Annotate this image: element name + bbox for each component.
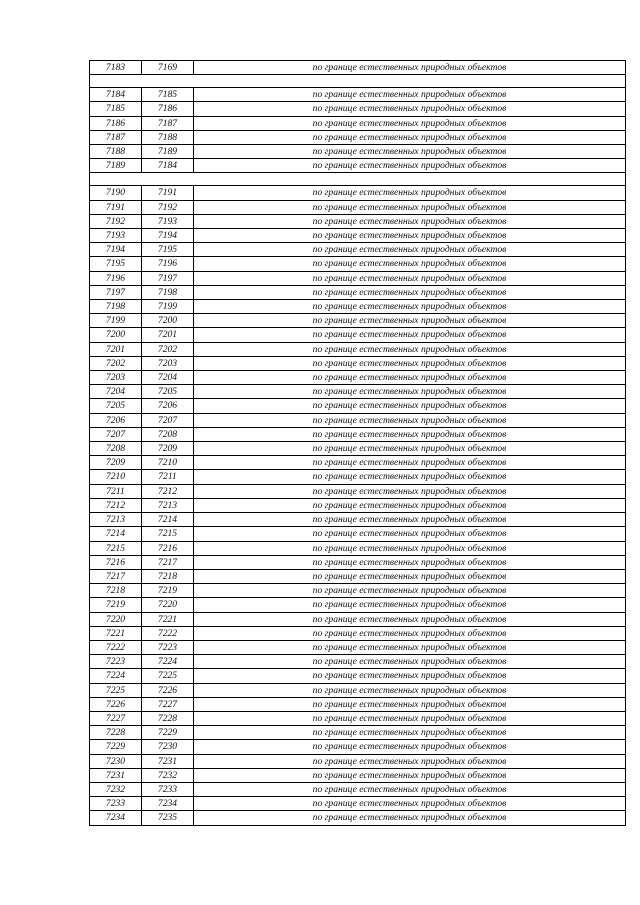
boundary-description-cell: по границе естественных природных объектов [194, 399, 626, 413]
point-from-cell: 7227 [90, 711, 142, 725]
point-from-cell: 7189 [90, 159, 142, 173]
point-from-cell: 7192 [90, 214, 142, 228]
point-from-cell: 7214 [90, 527, 142, 541]
table-row [90, 257, 626, 271]
table-row [90, 229, 626, 243]
point-to-cell: 7206 [142, 399, 194, 413]
point-to-cell: 7232 [142, 768, 194, 782]
boundary-description-cell: по границе естественных природных объектов [194, 498, 626, 512]
point-to-cell: 7228 [142, 711, 194, 725]
boundary-description-cell: по границе естественных природных объектов [194, 88, 626, 102]
table-row [90, 271, 626, 285]
table-row [90, 626, 626, 640]
point-to-cell: 7233 [142, 782, 194, 796]
boundary-description-cell: по границе естественных природных объектов [194, 726, 626, 740]
point-to-cell: 7217 [142, 555, 194, 569]
point-from-cell: 7212 [90, 498, 142, 512]
point-to-cell: 7192 [142, 200, 194, 214]
point-to-cell: 7207 [142, 413, 194, 427]
point-to-cell: 7201 [142, 328, 194, 342]
boundary-description-cell: по границе естественных природных объектов [194, 102, 626, 116]
boundary-description-cell: по границе естественных природных объектов [194, 811, 626, 825]
point-from-cell: 7222 [90, 640, 142, 654]
point-to-cell: 7194 [142, 229, 194, 243]
table-row [90, 456, 626, 470]
point-from-cell: 7224 [90, 669, 142, 683]
table-row [90, 541, 626, 555]
point-from-cell: 7207 [90, 427, 142, 441]
point-to-cell: 7188 [142, 130, 194, 144]
boundary-description-cell: по границе естественных природных объектов [194, 116, 626, 130]
boundary-description-cell: по границе естественных природных объектов [194, 768, 626, 782]
point-from-cell: 7183 [90, 61, 142, 75]
point-to-cell: 7234 [142, 797, 194, 811]
boundary-description-cell: по границе естественных природных объектов [194, 754, 626, 768]
table-row [90, 328, 626, 342]
boundary-description-cell: по границе естественных природных объектов [194, 797, 626, 811]
point-to-cell: 7212 [142, 484, 194, 498]
boundary-description-cell: по границе естественных природных объектов [194, 328, 626, 342]
point-from-cell: 7233 [90, 797, 142, 811]
table-row [90, 655, 626, 669]
point-from-cell: 7226 [90, 697, 142, 711]
boundary-description-cell: по границе естественных природных объектов [194, 257, 626, 271]
point-to-cell: 7169 [142, 61, 194, 75]
boundary-description-cell: по границе естественных природных объектов [194, 385, 626, 399]
point-from-cell: 7187 [90, 130, 142, 144]
point-from-cell: 7186 [90, 116, 142, 130]
boundary-description-cell: по границе естественных природных объектов [194, 300, 626, 314]
boundary-description-cell: по границе естественных природных объектов [194, 740, 626, 754]
table-row [90, 569, 626, 583]
point-to-cell: 7219 [142, 584, 194, 598]
separator-cell [90, 173, 626, 186]
point-from-cell: 7231 [90, 768, 142, 782]
table-row [90, 371, 626, 385]
point-from-cell: 7184 [90, 88, 142, 102]
point-to-cell: 7231 [142, 754, 194, 768]
table-row [90, 782, 626, 796]
table-row [90, 811, 626, 825]
boundary-description-cell: по границе естественных природных объектов [194, 555, 626, 569]
point-from-cell: 7213 [90, 513, 142, 527]
boundary-description-cell: по границе естественных природных объектов [194, 612, 626, 626]
table-separator-row [90, 75, 626, 88]
table-row [90, 555, 626, 569]
boundary-description-cell: по границе естественных природных объектов [194, 285, 626, 299]
boundary-description-cell: по границе естественных природных объектов [194, 130, 626, 144]
point-from-cell: 7225 [90, 683, 142, 697]
table-row [90, 413, 626, 427]
point-from-cell: 7230 [90, 754, 142, 768]
separator-cell [90, 75, 626, 88]
table-row [90, 385, 626, 399]
table-row [90, 513, 626, 527]
point-from-cell: 7201 [90, 342, 142, 356]
table-row [90, 470, 626, 484]
table-separator-row [90, 173, 626, 186]
point-to-cell: 7193 [142, 214, 194, 228]
table-row [90, 640, 626, 654]
boundary-description-cell: по границе естественных природных объектов [194, 427, 626, 441]
table-row [90, 768, 626, 782]
point-to-cell: 7216 [142, 541, 194, 555]
table-row [90, 399, 626, 413]
table-row [90, 584, 626, 598]
boundary-description-cell: по границе естественных природных объектов [194, 470, 626, 484]
point-to-cell: 7199 [142, 300, 194, 314]
boundary-description-cell: по границе естественных природных объектов [194, 711, 626, 725]
point-from-cell: 7195 [90, 257, 142, 271]
table-row [90, 442, 626, 456]
boundary-description-cell: по границе естественных природных объектов [194, 186, 626, 200]
boundary-description-cell: по границе естественных природных объектов [194, 61, 626, 75]
boundary-description-cell: по границе естественных природных объектов [194, 200, 626, 214]
boundary-description-cell: по границе естественных природных объектов [194, 214, 626, 228]
point-to-cell: 7200 [142, 314, 194, 328]
boundary-description-cell: по границе естественных природных объектов [194, 697, 626, 711]
table-row [90, 683, 626, 697]
boundary-points-table [89, 60, 626, 826]
point-to-cell: 7196 [142, 257, 194, 271]
table-row [90, 102, 626, 116]
point-from-cell: 7190 [90, 186, 142, 200]
boundary-description-cell: по границе естественных природных объектов [194, 413, 626, 427]
point-from-cell: 7228 [90, 726, 142, 740]
boundary-description-cell: по границе естественных природных объектов [194, 669, 626, 683]
point-to-cell: 7198 [142, 285, 194, 299]
table-row [90, 797, 626, 811]
table-row [90, 740, 626, 754]
point-from-cell: 7205 [90, 399, 142, 413]
boundary-description-cell: по границе естественных природных объектов [194, 314, 626, 328]
point-from-cell: 7208 [90, 442, 142, 456]
point-to-cell: 7218 [142, 569, 194, 583]
document-page [89, 60, 625, 826]
point-to-cell: 7230 [142, 740, 194, 754]
table-row [90, 527, 626, 541]
table-row [90, 356, 626, 370]
point-from-cell: 7196 [90, 271, 142, 285]
point-to-cell: 7221 [142, 612, 194, 626]
point-from-cell: 7188 [90, 145, 142, 159]
table-row [90, 116, 626, 130]
boundary-description-cell: по границе естественных природных объектов [194, 356, 626, 370]
boundary-description-cell: по границе естественных природных объектов [194, 371, 626, 385]
point-to-cell: 7195 [142, 243, 194, 257]
boundary-description-cell: по границе естественных природных объектов [194, 569, 626, 583]
point-to-cell: 7227 [142, 697, 194, 711]
point-from-cell: 7210 [90, 470, 142, 484]
boundary-description-cell: по границе естественных природных объектов [194, 159, 626, 173]
table-row [90, 159, 626, 173]
point-from-cell: 7229 [90, 740, 142, 754]
point-to-cell: 7224 [142, 655, 194, 669]
point-from-cell: 7209 [90, 456, 142, 470]
point-to-cell: 7220 [142, 598, 194, 612]
table-row [90, 285, 626, 299]
point-from-cell: 7216 [90, 555, 142, 569]
point-from-cell: 7200 [90, 328, 142, 342]
point-to-cell: 7235 [142, 811, 194, 825]
point-to-cell: 7209 [142, 442, 194, 456]
point-from-cell: 7202 [90, 356, 142, 370]
point-from-cell: 7218 [90, 584, 142, 598]
point-to-cell: 7225 [142, 669, 194, 683]
boundary-description-cell: по границе естественных природных объектов [194, 513, 626, 527]
point-from-cell: 7204 [90, 385, 142, 399]
point-to-cell: 7223 [142, 640, 194, 654]
boundary-description-cell: по границе естественных природных объектов [194, 145, 626, 159]
point-from-cell: 7197 [90, 285, 142, 299]
point-from-cell: 7223 [90, 655, 142, 669]
point-to-cell: 7215 [142, 527, 194, 541]
boundary-description-cell: по границе естественных природных объектов [194, 271, 626, 285]
point-from-cell: 7234 [90, 811, 142, 825]
point-to-cell: 7191 [142, 186, 194, 200]
table-row [90, 200, 626, 214]
point-from-cell: 7217 [90, 569, 142, 583]
table-row [90, 186, 626, 200]
point-from-cell: 7193 [90, 229, 142, 243]
boundary-description-cell: по границе естественных природных объектов [194, 640, 626, 654]
point-from-cell: 7198 [90, 300, 142, 314]
point-to-cell: 7185 [142, 88, 194, 102]
boundary-description-cell: по границе естественных природных объектов [194, 584, 626, 598]
point-to-cell: 7186 [142, 102, 194, 116]
point-to-cell: 7187 [142, 116, 194, 130]
point-from-cell: 7211 [90, 484, 142, 498]
boundary-description-cell: по границе естественных природных объектов [194, 229, 626, 243]
point-from-cell: 7185 [90, 102, 142, 116]
boundary-description-cell: по границе естественных природных объектов [194, 527, 626, 541]
table-row [90, 243, 626, 257]
point-to-cell: 7226 [142, 683, 194, 697]
boundary-description-cell: по границе естественных природных объектов [194, 782, 626, 796]
boundary-description-cell: по границе естественных природных объектов [194, 484, 626, 498]
table-row [90, 342, 626, 356]
table-row [90, 711, 626, 725]
boundary-description-cell: по границе естественных природных объектов [194, 541, 626, 555]
table-row [90, 61, 626, 75]
boundary-description-cell: по границе естественных природных объектов [194, 683, 626, 697]
table-row [90, 598, 626, 612]
table-row [90, 726, 626, 740]
point-from-cell: 7232 [90, 782, 142, 796]
table-row [90, 697, 626, 711]
table-row [90, 427, 626, 441]
boundary-description-cell: по границе естественных природных объектов [194, 598, 626, 612]
point-to-cell: 7211 [142, 470, 194, 484]
point-to-cell: 7208 [142, 427, 194, 441]
point-to-cell: 7229 [142, 726, 194, 740]
table-row [90, 130, 626, 144]
point-to-cell: 7205 [142, 385, 194, 399]
boundary-description-cell: по границе естественных природных объектов [194, 442, 626, 456]
table-row [90, 88, 626, 102]
table-body [90, 61, 626, 826]
table-row [90, 612, 626, 626]
point-from-cell: 7203 [90, 371, 142, 385]
point-to-cell: 7189 [142, 145, 194, 159]
point-from-cell: 7219 [90, 598, 142, 612]
point-to-cell: 7184 [142, 159, 194, 173]
point-from-cell: 7215 [90, 541, 142, 555]
table-row [90, 145, 626, 159]
boundary-description-cell: по границе естественных природных объектов [194, 456, 626, 470]
point-to-cell: 7210 [142, 456, 194, 470]
boundary-description-cell: по границе естественных природных объектов [194, 655, 626, 669]
boundary-description-cell: по границе естественных природных объектов [194, 342, 626, 356]
point-to-cell: 7203 [142, 356, 194, 370]
point-from-cell: 7199 [90, 314, 142, 328]
table-row [90, 669, 626, 683]
table-row [90, 498, 626, 512]
point-from-cell: 7206 [90, 413, 142, 427]
point-from-cell: 7194 [90, 243, 142, 257]
point-to-cell: 7222 [142, 626, 194, 640]
point-from-cell: 7220 [90, 612, 142, 626]
boundary-description-cell: по границе естественных природных объектов [194, 243, 626, 257]
point-to-cell: 7214 [142, 513, 194, 527]
table-row [90, 754, 626, 768]
point-to-cell: 7197 [142, 271, 194, 285]
boundary-description-cell: по границе естественных природных объектов [194, 626, 626, 640]
point-to-cell: 7202 [142, 342, 194, 356]
table-row [90, 314, 626, 328]
point-to-cell: 7213 [142, 498, 194, 512]
point-from-cell: 7221 [90, 626, 142, 640]
table-row [90, 300, 626, 314]
point-to-cell: 7204 [142, 371, 194, 385]
point-from-cell: 7191 [90, 200, 142, 214]
table-row [90, 484, 626, 498]
table-row [90, 214, 626, 228]
